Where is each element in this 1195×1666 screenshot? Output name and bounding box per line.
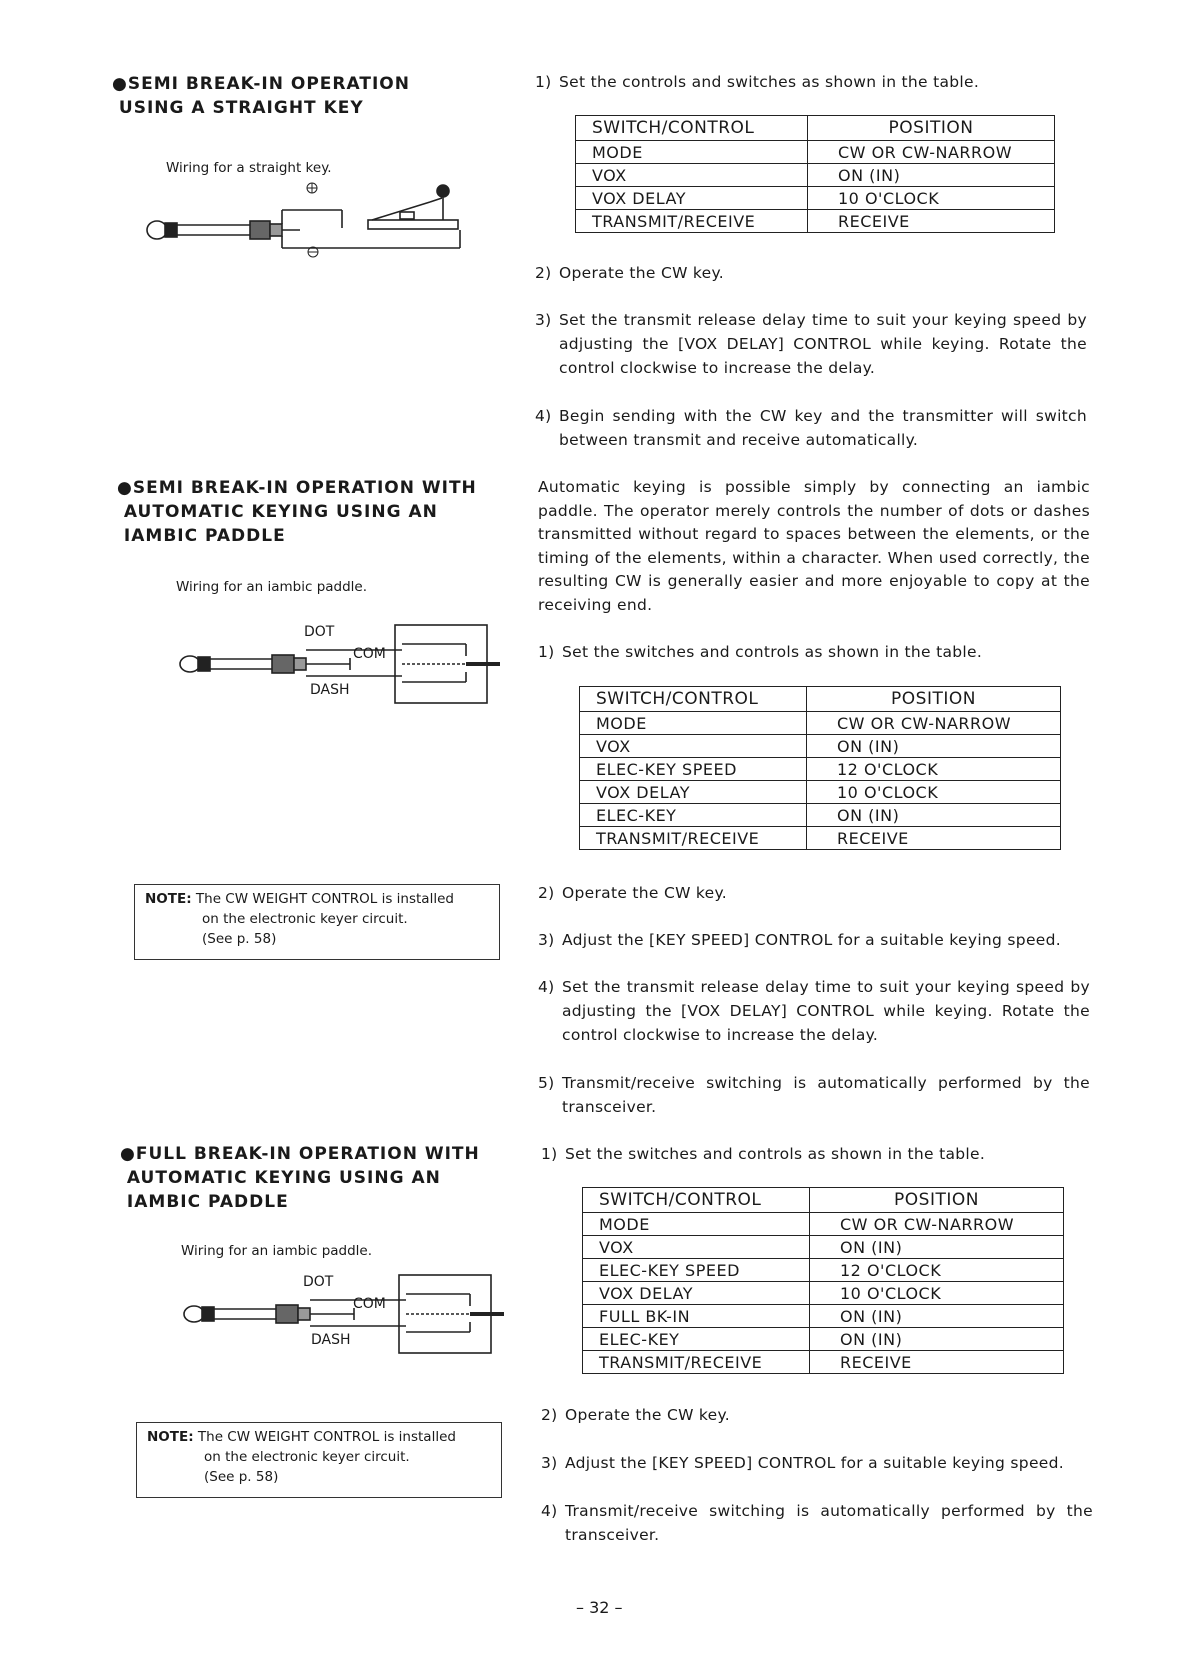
table-cell: CW OR CW-NARROW xyxy=(807,712,1061,735)
note-line2: on the electronic keyer circuit. xyxy=(204,1449,410,1465)
table-cell: ON (IN) xyxy=(807,804,1061,827)
section3-step-2: 2) Operate the CW key. xyxy=(541,1406,730,1424)
table-header-cell: SWITCH/CONTROL xyxy=(580,687,807,712)
table-cell: FULL BK-IN xyxy=(583,1305,810,1328)
table-cell: 10 O'CLOCK xyxy=(810,1282,1064,1305)
table-cell: ON (IN) xyxy=(808,164,1055,187)
section2-heading: ●SEMI BREAK-IN OPERATION WITH AUTOMATIC KEYING USING AN IAMBIC PADDLE xyxy=(117,478,477,546)
table-cell: CW OR CW-NARROW xyxy=(808,141,1055,164)
table-cell: VOX xyxy=(583,1236,810,1259)
note-label: NOTE: xyxy=(145,891,192,907)
table-cell: VOX DELAY xyxy=(583,1282,810,1305)
table-row xyxy=(583,1236,1064,1259)
section3-heading: ●FULL BREAK-IN OPERATION WITH AUTOMATIC KEYING USING AN IAMBIC PADDLE xyxy=(120,1144,480,1212)
table-row xyxy=(580,827,1061,850)
note-label: NOTE: xyxy=(147,1429,194,1445)
dot-label: DOT xyxy=(304,624,335,640)
iambic-paddle-wiring-diagram xyxy=(170,620,510,716)
table-cell: ELEC-KEY xyxy=(583,1328,810,1351)
table-header-row xyxy=(580,687,1061,712)
table-cell: ON (IN) xyxy=(810,1328,1064,1351)
section1-step-3: 3) Set the transmit release delay time to suit your keying speed by adjusting the [VOX DELAY] CONTROL while keying. Rotate the control clockwise to increase the delay. xyxy=(535,311,1087,377)
table-row xyxy=(576,164,1055,187)
dot-label: DOT xyxy=(303,1274,334,1290)
com-label: COM xyxy=(353,646,386,662)
table-header-row xyxy=(576,116,1055,141)
iambic-paddle-wiring-diagram-2 xyxy=(174,1270,514,1366)
table-cell: RECEIVE xyxy=(807,827,1061,850)
table-cell: MODE xyxy=(580,712,807,735)
table-cell: ON (IN) xyxy=(807,735,1061,758)
page-number: – 32 – xyxy=(576,1598,623,1617)
table-header-cell: SWITCH/CONTROL xyxy=(583,1188,810,1213)
note-line3: (See p. 58) xyxy=(202,931,277,947)
table-row xyxy=(583,1282,1064,1305)
table-row xyxy=(583,1305,1064,1328)
section2-step-4: 4) Set the transmit release delay time to suit your keying speed by adjusting the [VOX DELAY] CONTROL while keying. Rotate the control clockwise to increase the delay. xyxy=(538,978,1090,1044)
table-header-cell: POSITION xyxy=(807,687,1061,712)
table-header-cell: POSITION xyxy=(808,116,1055,141)
table-cell: ON (IN) xyxy=(810,1236,1064,1259)
section3-step-1: 1) Set the switches and controls as shown in the table. xyxy=(541,1145,986,1163)
table-row xyxy=(580,712,1061,735)
table-row xyxy=(583,1259,1064,1282)
table-cell: 12 O'CLOCK xyxy=(807,758,1061,781)
table-row xyxy=(580,735,1061,758)
section1-step-4: 4) Begin sending with the CW key and the transmitter will switch between transmit and receive automatically. xyxy=(535,407,1087,449)
section3-note xyxy=(136,1422,502,1498)
section3-wiring-caption: Wiring for an iambic paddle. xyxy=(181,1243,373,1259)
table-row xyxy=(576,187,1055,210)
section1-settings-table xyxy=(575,115,1055,233)
table-row xyxy=(576,141,1055,164)
section3-step-3: 3) Adjust the [KEY SPEED] CONTROL for a suitable keying speed. xyxy=(541,1454,1064,1472)
section1-step-2: 2) Operate the CW key. xyxy=(535,264,724,282)
com-label: COM xyxy=(353,1296,386,1312)
section2-step-2: 2) Operate the CW key. xyxy=(538,884,727,902)
table-row xyxy=(583,1351,1064,1374)
table-row xyxy=(580,804,1061,827)
note-line2: on the electronic keyer circuit. xyxy=(202,911,408,927)
table-header-row xyxy=(583,1188,1064,1213)
plug-tip-icon xyxy=(147,221,167,239)
table-cell: VOX DELAY xyxy=(580,781,807,804)
dash-label: DASH xyxy=(311,1332,351,1348)
table-header-cell: SWITCH/CONTROL xyxy=(576,116,808,141)
section2-wiring-caption: Wiring for an iambic paddle. xyxy=(176,579,368,595)
table-cell: 10 O'CLOCK xyxy=(807,781,1061,804)
table-cell: VOX DELAY xyxy=(576,187,808,210)
section2-intro: Automatic keying is possible simply by connecting an iambic paddle. The operator merely controls the number of dots or dashes transmitted without regard to spaces between the elements, or the timing of the elements, within a character. When used correctly, the resulting CW is generally easier and more enjoyable to copy at the receiving end. xyxy=(538,478,1090,614)
section3-step-4: 4) Transmit/receive switching is automatically performed by the transceiver. xyxy=(541,1502,1093,1544)
table-row xyxy=(576,210,1055,233)
table-cell: RECEIVE xyxy=(810,1351,1064,1374)
straight-key-wiring-diagram xyxy=(130,180,490,280)
section2-step-5: 5) Transmit/receive switching is automatically performed by the transceiver. xyxy=(538,1074,1090,1116)
table-cell: TRANSMIT/RECEIVE xyxy=(583,1351,810,1374)
note-line3: (See p. 58) xyxy=(204,1469,279,1485)
table-cell: TRANSMIT/RECEIVE xyxy=(580,827,807,850)
section1-heading: ●SEMI BREAK-IN OPERATION USING A STRAIGHT KEY xyxy=(112,74,410,118)
table-cell: MODE xyxy=(583,1213,810,1236)
table-row xyxy=(580,781,1061,804)
section2-note xyxy=(134,884,500,960)
table-cell: CW OR CW-NARROW xyxy=(810,1213,1064,1236)
table-cell: MODE xyxy=(576,141,808,164)
note-line1: The CW WEIGHT CONTROL is installed xyxy=(197,1429,456,1445)
section2-step-1: 1) Set the switches and controls as shown in the table. xyxy=(538,643,983,661)
note-line1: The CW WEIGHT CONTROL is installed xyxy=(195,891,454,907)
table-cell: 12 O'CLOCK xyxy=(810,1259,1064,1282)
table-row xyxy=(580,758,1061,781)
section1-step-1: 1) Set the controls and switches as shown in the table. xyxy=(535,73,980,91)
table-cell: ELEC-KEY SPEED xyxy=(580,758,807,781)
table-cell: ON (IN) xyxy=(810,1305,1064,1328)
section1-wiring-caption: Wiring for a straight key. xyxy=(166,160,332,176)
table-header-cell: POSITION xyxy=(810,1188,1064,1213)
table-cell: TRANSMIT/RECEIVE xyxy=(576,210,808,233)
table-cell: RECEIVE xyxy=(808,210,1055,233)
table-cell: 10 O'CLOCK xyxy=(808,187,1055,210)
table-cell: ELEC-KEY SPEED xyxy=(583,1259,810,1282)
table-cell: VOX xyxy=(580,735,807,758)
table-row xyxy=(583,1213,1064,1236)
table-row xyxy=(583,1328,1064,1351)
dash-label: DASH xyxy=(310,682,350,698)
section3-settings-table xyxy=(582,1187,1064,1374)
table-cell: VOX xyxy=(576,164,808,187)
section2-settings-table xyxy=(579,686,1061,850)
table-cell: ELEC-KEY xyxy=(580,804,807,827)
section2-step-3: 3) Adjust the [KEY SPEED] CONTROL for a suitable keying speed. xyxy=(538,931,1061,949)
